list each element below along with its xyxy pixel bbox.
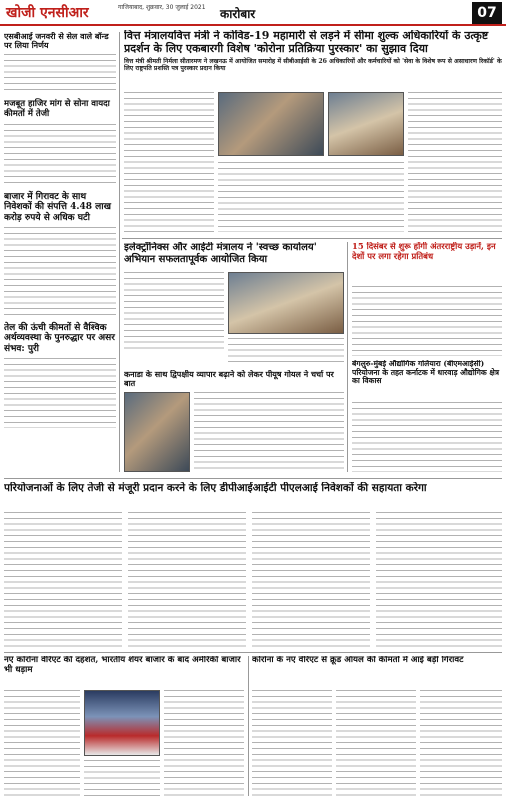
mid-right-story <box>352 242 502 282</box>
lead-subhead: वित्त मंत्री श्रीमती निर्मला सीतारमण ने लखनऊ में आयोजित समारोह में सीबीआईसी के 26 अधिकारियों और कर्मचारियों को 'सेवा के विशेष रूप से असाधारण रिकॉर्ड' के लिए राष्ट्रपति प्रशस्ति पत्र पुरस्कार प्रदान किया <box>124 58 502 73</box>
bottom-left-headline: नए कोरोना वेरिएंट की दहशत, भारतीय शेयर बाजार के बाद अमेरिकी बाजार भी धड़ाम <box>4 656 241 675</box>
left-story-4-headline: तेल की ऊंची कीमतों से वैश्विक अर्थव्यवस्था के पुनरुद्धार पर असर संभव: पुरी <box>4 322 115 354</box>
column-divider-bottom <box>248 656 249 796</box>
bottom-body-4 <box>376 512 502 648</box>
bottom-right-body-3 <box>420 690 502 796</box>
bottom-right-body-1 <box>252 690 332 796</box>
bottom-headline: परियोजनाओं के लिए तेजी से मंजूरी प्रदान करने के लिए डीपीआईआईटी पीएलआई निवेशकों की सहायता करेगा <box>4 482 427 494</box>
lead-body-left <box>124 92 214 232</box>
mid-left-photo-office <box>228 272 344 334</box>
mid-left-story-2-body <box>194 392 344 472</box>
mid-left-headline: इलेक्ट्रॉनिक्स और आईटी मंत्रालय ने 'स्वच्छ कार्यालय' अभियान सफलतापूर्वक आयोजित किया <box>124 242 317 265</box>
bottom-rule <box>4 652 502 653</box>
left-story-2-body <box>4 124 116 186</box>
mid-right-headline: 15 दिसंबर से शुरू होंगी अंतरराष्ट्रीय उड़ानें, इन देशों पर लगा रहेगा प्रतिबंध <box>352 242 496 261</box>
left-story-4-body <box>4 358 116 428</box>
bottom-body-1 <box>4 512 122 648</box>
left-story-2-headline: मजबूत हाजिर मांग से सोना वायदा कीमतों में तेजी <box>4 99 110 120</box>
bottom-left-body-2 <box>84 760 160 796</box>
left-story-3-body <box>4 227 116 317</box>
page-number: 07 <box>472 2 502 24</box>
mid-left-body <box>124 272 224 350</box>
mid-left-photo-meeting <box>124 392 190 472</box>
mid-right-body <box>352 286 502 356</box>
newspaper-brand: खोजी एनसीआर <box>6 5 89 21</box>
mid-right-story-2-body <box>352 402 502 472</box>
lead-bottom-rule <box>122 238 502 239</box>
column-divider <box>119 32 120 472</box>
lead-headline: वित्त मंत्रालयवित्त मंत्री ने कोविड-19 महामारी से लड़ने में सीमा शुल्क अधिकारियों के उत्कृष्ट प्रदर्शन के लिए एकबारगी विशेष 'कोरोना प्रतिक्रिया पुरस्कार' का सुझाव दिया <box>124 30 489 55</box>
bottom-left-body-1 <box>4 690 80 796</box>
bottom-story <box>4 482 502 506</box>
lead-photo-award <box>328 92 404 156</box>
bottom-left-photo-wallstreet <box>84 690 160 756</box>
left-story-1-headline: एसबीआई जनवरी से सेल वाले बॉन्ड पर लिया निर्णय <box>4 32 109 51</box>
bottom-left-story <box>4 656 244 686</box>
mid-left-body-2 <box>228 338 344 366</box>
bottom-body-2 <box>128 512 246 648</box>
mid-right-story-2-headline: बेंगलुरु-मुंबई औद्योगिक गलियारा (बीएमआईसी) परियोजना के तहत कर्नाटक में धारवाड़ औद्योगिक क्षेत्र का विकास <box>352 360 500 386</box>
section-rule <box>4 478 502 479</box>
bottom-left-body-3 <box>164 690 244 796</box>
left-story-3-headline: बाजार में गिरावट के साथ निवेशकों की संपत्ति 4.48 लाख करोड़ रुपये से अधिक घटी <box>4 191 111 223</box>
left-column <box>4 32 116 474</box>
left-story-1-body <box>4 54 116 94</box>
masthead <box>0 0 506 26</box>
bottom-right-body-2 <box>336 690 416 796</box>
section-title: कारोबार <box>220 7 256 21</box>
column-divider-mid <box>347 242 348 472</box>
bottom-right-story <box>252 656 502 686</box>
lead-body-photo-below <box>218 162 404 232</box>
lead-body-right <box>408 92 502 232</box>
bottom-body-3 <box>252 512 370 648</box>
mid-right-story-2 <box>352 360 502 396</box>
lead-photo-ceremony <box>218 92 324 156</box>
dateline: गाजियाबाद, शुक्रवार, 30 जुलाई 2021 <box>118 4 206 11</box>
mid-left-story-2-headline: कनाडा के साथ द्विपक्षीय व्यापार बढ़ाने को लेकर पीयूष गोयल ने चर्चा पर बात <box>124 370 334 389</box>
bottom-right-headline: कोरोना के नए वेरिएंट से क्रूड ऑयल की कीमतों में आई बड़ी गिरावट <box>252 656 464 665</box>
